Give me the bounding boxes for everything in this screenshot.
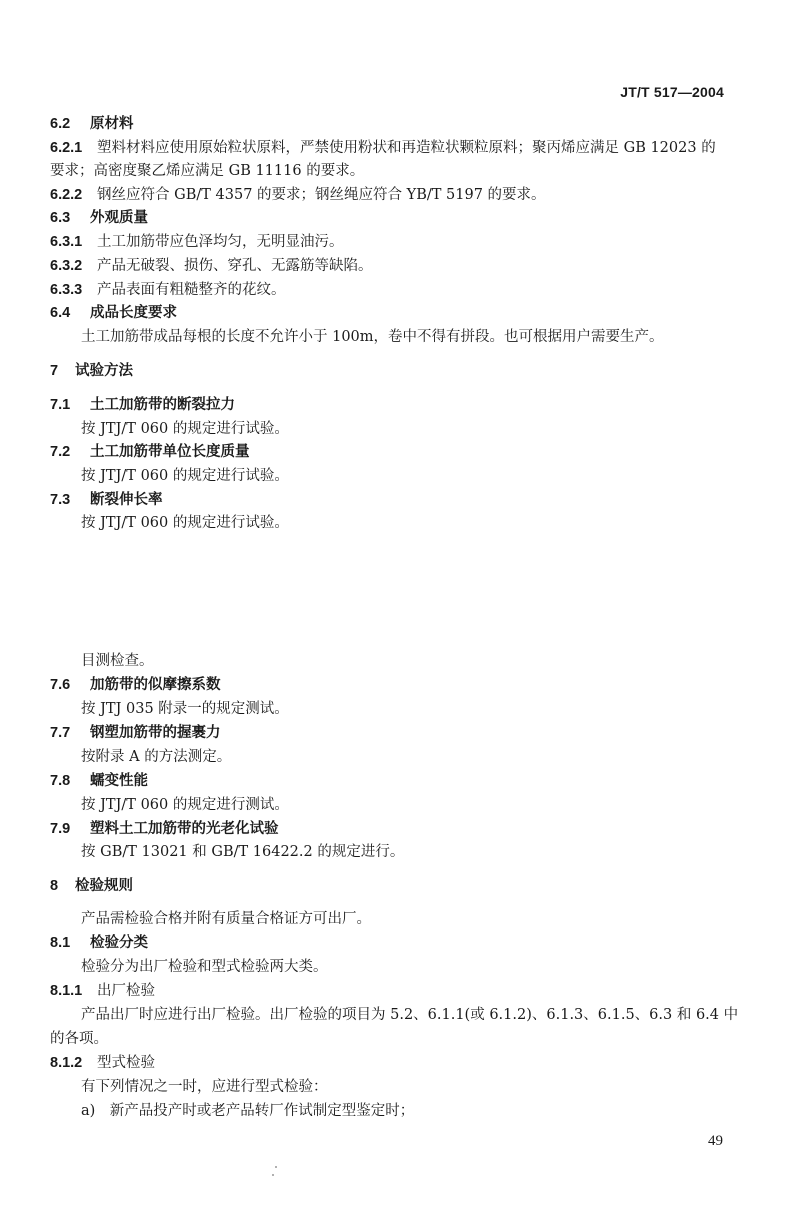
section-heading [50,818,279,840]
clause-number: 8 [50,878,59,894]
clause-line [50,1052,155,1074]
section-heading [50,113,134,135]
clause-number: 7 [50,363,59,379]
section-heading [50,722,221,744]
clause-text: 钢丝应符合 GB/T 4357 的要求；钢丝绳应符合 YB/T 5197 的要求。 [97,187,546,203]
heading-title: 加筋带的似摩擦系数 [90,677,221,693]
section-heading [50,394,235,416]
heading-title: 外观质量 [90,210,148,226]
section-heading [50,932,148,954]
heading-title: 原材料 [90,116,134,132]
paragraph-line: 按 GB/T 13021 和 GB/T 16422.2 的规定进行。 [81,844,405,860]
section-heading [50,674,221,696]
clause-line [50,279,286,301]
clause-number: 7.7 [50,725,71,741]
paragraph-line: a) 新产品投产时或老产品转厂作试制定型鉴定时； [81,1103,415,1119]
section-heading [50,770,148,792]
clause-number: 6.4 [50,305,71,321]
paragraph-line: 按附录 A 的方法测定。 [81,749,232,765]
paragraph-line: 按 JTJ/T 060 的规定进行测试。 [81,797,289,813]
clause-number: 8.1 [50,935,71,951]
section-heading [50,360,133,382]
clause-text: 土工加筋带应色泽均匀，无明显油污。 [97,234,344,250]
section-heading [50,207,148,229]
continuation-line: 要求；高密度聚乙烯应满足 GB 11116 的要求。 [50,163,365,179]
clause-text: 产品无破裂、损伤、穿孔、无露筋等缺陷。 [97,258,373,274]
paragraph-line: 产品需检验合格并附有质量合格证方可出厂。 [81,911,371,927]
section-heading [50,302,177,324]
clause-number: 6.3.3 [50,282,83,298]
paragraph-line: 按 JTJ/T 060 的规定进行试验。 [81,515,289,531]
heading-title: 蠕变性能 [90,773,148,789]
paragraph-line: 土工加筋带成品每根的长度不允许小于 100m，卷中不得有拼段。也可根据用户需要生产。 [81,329,664,345]
clause-number: 7.9 [50,821,71,837]
clause-number: 6.3.2 [50,258,83,274]
paragraph-line: 有下列情况之一时，应进行型式检验： [81,1079,328,1095]
clause-line [50,255,373,277]
clause-number: 7.3 [50,492,71,508]
clause-number: 7.2 [50,444,71,460]
paragraph-line: 按 JTJ/T 060 的规定进行试验。 [81,421,289,437]
heading-title: 钢塑加筋带的握裹力 [90,725,221,741]
heading-title: 检验规则 [75,878,133,894]
clause-number: 6.2.1 [50,140,83,156]
clause-line [50,137,716,159]
clause-text: 型式检验 [97,1055,155,1071]
clause-line [50,184,546,206]
scan-speck [272,1174,274,1176]
clause-text: 出厂检验 [97,983,155,999]
clause-number: 8.1.2 [50,1055,83,1071]
paragraph-line: 检验分为出厂检验和型式检验两大类。 [81,959,328,975]
clause-text: 塑料材料应使用原始粒状原料，严禁使用粉状和再造粒状颗粒原料；聚丙烯应满足 GB 12023 的 [97,140,716,156]
paragraph-line: 按 JTJ 035 附录一的规定测试。 [81,701,289,717]
continuation-line: 的各项。 [50,1031,108,1047]
heading-title: 土工加筋带的断裂拉力 [90,397,235,413]
section-heading [50,489,163,511]
standard-code: JT/T 517—2004 [620,84,724,100]
heading-title: 试验方法 [75,363,133,379]
clause-line [50,231,344,253]
heading-title: 断裂伸长率 [90,492,163,508]
paragraph-line: 产品出厂时应进行出厂检验。出厂检验的项目为 5.2、6.1.1(或 6.1.2)、6.1.3、6.1.5、6.3 和 6.4 中 [81,1007,739,1023]
heading-title: 塑料土工加筋带的光老化试验 [90,821,279,837]
section-heading [50,875,133,897]
clause-number: 6.2 [50,116,71,132]
clause-number: 7.8 [50,773,71,789]
paragraph-line: 目测检查。 [81,653,154,669]
clause-number: 6.2.2 [50,187,83,203]
heading-title: 检验分类 [90,935,148,951]
paragraph-line: 按 JTJ/T 060 的规定进行试验。 [81,468,289,484]
clause-number: 8.1.1 [50,983,83,999]
scan-speck [275,1166,277,1168]
clause-text: 产品表面有粗糙整齐的花纹。 [97,282,286,298]
clause-line [50,980,155,1002]
clause-number: 7.6 [50,677,71,693]
heading-title: 成品长度要求 [90,305,177,321]
heading-title: 土工加筋带单位长度质量 [90,444,250,460]
clause-number: 6.3.1 [50,234,83,250]
page-number: 49 [708,1133,723,1149]
section-heading [50,441,250,463]
clause-number: 6.3 [50,210,71,226]
clause-number: 7.1 [50,397,71,413]
